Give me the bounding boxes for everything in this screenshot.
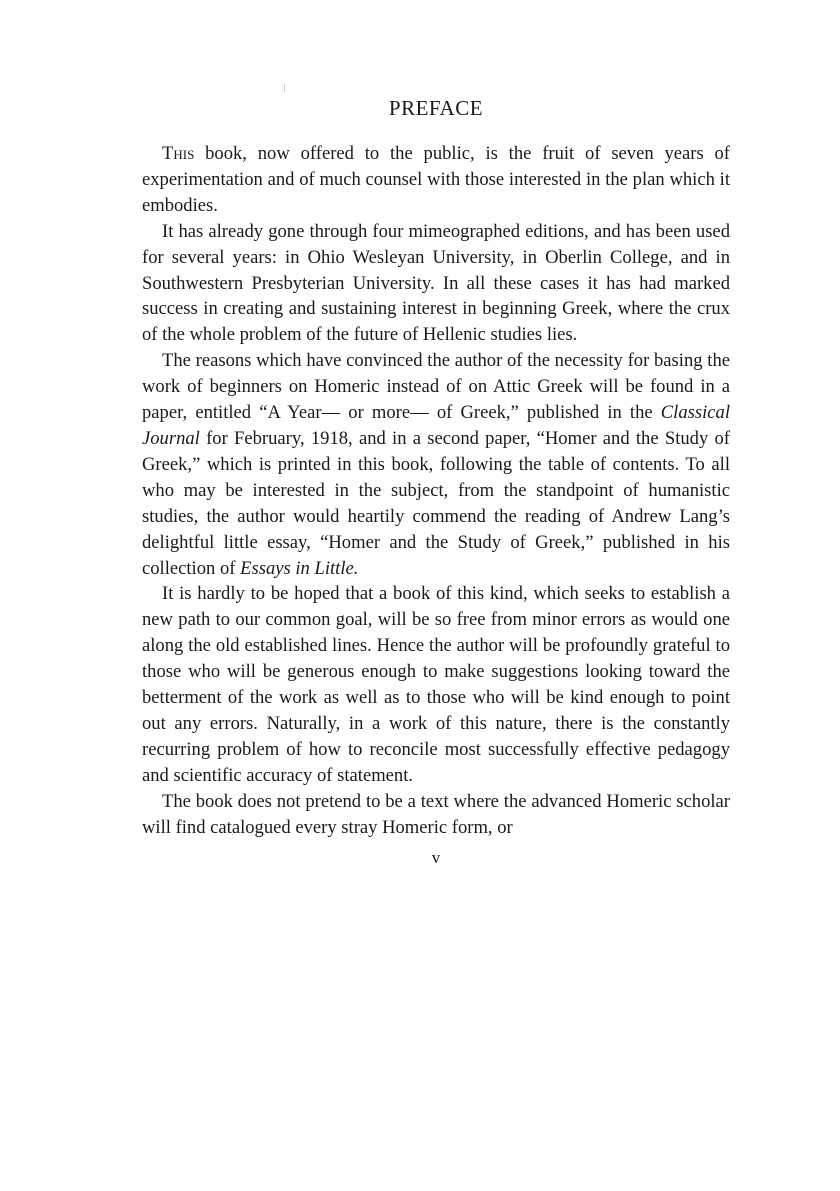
page-title: PREFACE xyxy=(388,96,484,120)
paragraph-3-text-b: for February, 1918, and in a second paper, “Homer and the Study of Greek,” which is printed in this book, following the table of contents. To all who may be interested in the subject, from the standpoint of humanistic studies, the author would heartily commend the reading of Andrew Lang’s delightful little essay, “Homer and the Study of Greek,” published in his collection of xyxy=(142,427,730,579)
stray-print-mark xyxy=(284,84,285,92)
essay-collection-title: Essays in Little. xyxy=(240,557,359,579)
paragraph-2-text: It has already gone through four mimeographed editions, and has been used for several years: in Ohio Wesleyan University, in Oberlin College, and in Southwestern Presbyterian University. In all these cases it has had marked success in creating and sustaining interest in beginning Greek, where the crux of the whole problem of the future of Hellenic studies lies. xyxy=(142,220,730,346)
page-number: v xyxy=(431,848,441,868)
paragraph-1-text: book, now offered to the public, is the fruit of seven years of experimentation and of much counsel with those interested in the plan which it embodies. xyxy=(142,143,730,216)
paragraph-5-text: The book does not pretend to be a text where the advanced Homeric scholar will find catalogued every stray Homeric form, or xyxy=(142,790,730,838)
paragraph-3-text-a: The reasons which have convinced the author of the necessity for basing the work of beginners on Homeric instead of on Attic Greek will be found in a paper, entitled “A Year— or more— of Greek,” published in the xyxy=(142,350,730,424)
paragraph-2 xyxy=(142,219,730,349)
paragraph-5 xyxy=(142,789,730,841)
paragraph-4-text: It is hardly to be hoped that a book of this kind, which seeks to establish a new path to our common goal, will be so free from minor errors as would one along the old established lines. Hence the author will be profoundly grateful to those who will be generous enough to make suggestions looking toward the betterment of the work as well as to those who will be kind enough to point out any errors. Naturally, in a work of this nature, there is the constantly recurring problem of how to reconcile most successfully effective pedagogy and scientific accuracy of statement. xyxy=(142,583,730,786)
paragraph-3 xyxy=(142,348,730,581)
journal-title: Classical Journal xyxy=(142,402,730,449)
preface-page xyxy=(142,96,730,868)
paragraph-lead-word: This xyxy=(162,143,195,164)
paragraph-4 xyxy=(142,581,730,788)
paragraph-1 xyxy=(142,141,730,219)
